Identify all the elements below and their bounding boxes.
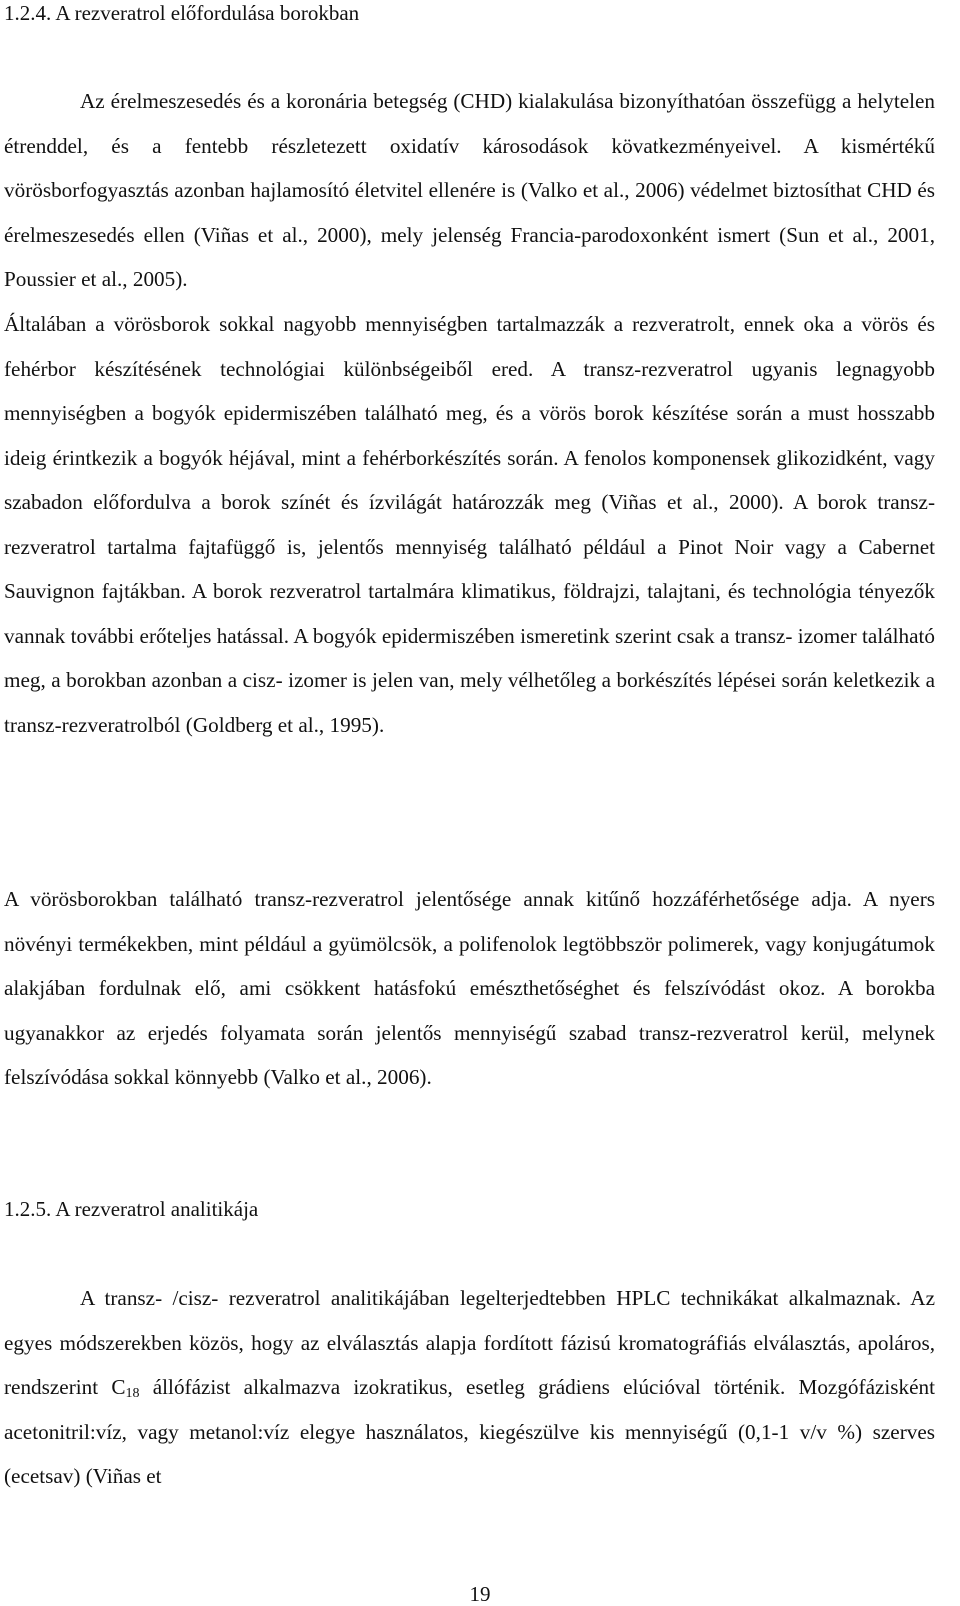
paragraph-red-wine-content: Általában a vörösborok sokkal nagyobb mennyiségben tartalmazzák a rezveratrolt, ennek oka a vörös és fehérbor készítésének technológiai különbségeiből ered. A transz-rezveratrol ugyanis legnagyobb mennyiségben a bogyók epidermiszében található meg, és a vörös borok készítése során a must hosszabb ideig érintkezik a bogyók héjával, mint a fehérborkészítés során. A fenolos komponensek glikozidként, vagy szabadon előfordulva a borok színét és ízvilágát határozzák meg (Viñas et al., 2000). A borok transz-rezveratrol tartalma fajtafüggő is, jelentős mennyiség található például a Pinot Noir vagy a Cabernet Sauvignon fajtákban. A borok rezveratrol tartalmára klimatikus, földrajzi, talajtani, és technológia tényezők vannak további erőteljes hatással. A bogyók epidermiszében ismeretink szerint csak a transz- izomer található meg, a borokban azonban a cisz- izomer is jelen van, mely vélhetőleg a borkészítés lépései során keletkezik a transz-rezveratrolból (Goldberg et al., 1995). (4, 312, 935, 737)
paragraph-analytics-text-b: állófázist alkalmazva izokratikus, esetleg grádiens elúcióval történik. Mozgófázisként acetonitril:víz, vagy metanol:víz elegye használatos, kiegészülve kis mennyiségű (0,1-1 v/v %) szerves (ecetsav) (Viñas et (4, 1375, 935, 1488)
paragraph-bioavailability: A vörösborokban található transz-rezveratrol jelentősége annak kitűnő hozzáférhetősége adja. A nyers növényi termékekben, mint például a gyümölcsök, a polifenolok legtöbbször polimerek, vagy konjugátumok alakjában fordulnak elő, ami csökkent hatásfokú emészthetőséghet és felszívódást okoz. A borokba ugyanakkor az erjedés folyamata során jelentős mennyiségű szabad transz-rezveratrol kerül, melynek felszívódása sokkal könnyebb (Valko et al., 2006). (4, 887, 935, 1089)
page-number: 19 (469, 1582, 491, 1606)
paragraph-analytics (4, 1276, 935, 1499)
section-heading-1-2-4: 1.2.4. A rezveratrol előfordulása borokban (4, 1, 360, 25)
section-heading-1-2-5: 1.2.5. A rezveratrol analitikája (4, 1197, 259, 1221)
c18-subscript: 18 (125, 1386, 140, 1401)
paragraph-analytics-text-a: A transz- /cisz- rezveratrol analitikájában legelterjedtebben HPLC technikákat alkalmaznak. Az egyes módszerekben közös, hogy az elválasztás alapja fordított fázisú kromatográfiás elválasztás, apoláros, rendszerint C (4, 1286, 935, 1399)
paragraph-chd-intro: Az érelmeszesedés és a koronária betegség (CHD) kialakulása bizonyíthatóan összefügg a helytelen étrenddel, és a fentebb részletezett oxidatív károsodások kövatkezményeivel. A kismértékű vörösborfogyasztás azonban hajlamosító életvitel ellenére is (Valko et al., 2006) védelmet biztosíthat CHD és érelmeszesedés ellen (Viñas et al., 2000), mely jelenség Francia-parodoxonként ismert (Sun et al., 2001, Poussier et al., 2005). (4, 89, 935, 291)
